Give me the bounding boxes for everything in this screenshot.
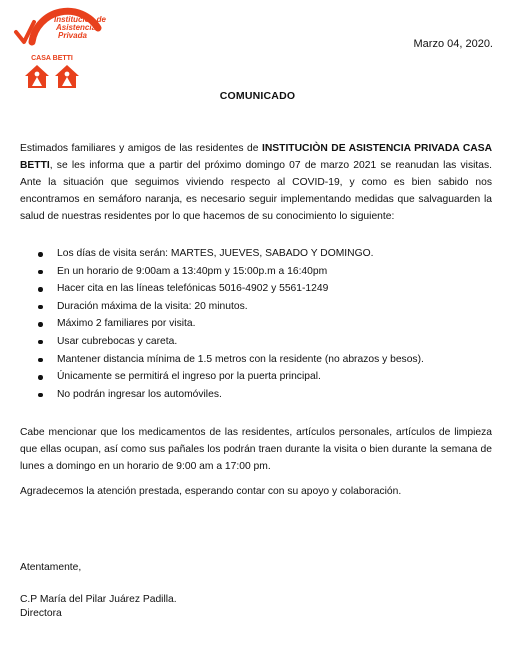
logo-institution-line2: Asistencia xyxy=(56,23,97,32)
list-item: Duración máxima de la visita: 20 minutos. xyxy=(20,298,424,316)
list-item: En un horario de 9:00am a 13:40pm y 15:00p.m a 16:40pm xyxy=(20,263,424,281)
list-item: Usar cubrebocas y careta. xyxy=(20,333,424,351)
thanks-paragraph: Agradecemos la atención prestada, esperando contar con su apoyo y colaboración. xyxy=(20,486,402,497)
list-item: Los días de visita serán: MARTES, JUEVES, SABADO Y DOMINGO. xyxy=(20,245,424,263)
letter-title: COMUNICADO xyxy=(219,90,296,102)
intro-text-before: Estimados familiares y amigos de las residentes de xyxy=(20,143,262,154)
casa-betti-logo-icon xyxy=(10,2,110,94)
letter-date: Marzo 04, 2020. xyxy=(413,38,493,50)
measures-list xyxy=(20,245,424,403)
list-item: Máximo 2 familiares por visita. xyxy=(20,315,424,333)
logo-institution-line1: Institución de xyxy=(54,15,106,24)
intro-paragraph xyxy=(20,140,492,225)
closing-text: Atentamente, xyxy=(20,562,82,573)
list-item: No podrán ingresar los automóviles. xyxy=(20,386,424,404)
institution-name: INSTITUCIÒN DE ASISTENCIA PRIVADA CASA BETTI xyxy=(20,143,493,171)
intro-text-after: , se les informa que a partir del próximo domingo 07 de marzo 2021 se reanudan las visitas. Ante la situación que seguimos viviendo respecto al COVID-19, y como es bien sabido nos encontramos en semáforo naranja, es necesario seguir implementando medidas que salvaguarden la salud de nuestras residentes por lo que hacemos de su conocimiento lo siguiente: xyxy=(20,160,492,222)
logo-institution-line3: Privada xyxy=(58,31,87,40)
list-item: Mantener distancia mínima de 1.5 metros con la residente (no abrazos y besos). xyxy=(20,351,424,369)
signatory-role: Directora xyxy=(20,608,62,619)
logo-brand-name: CASA BETTI xyxy=(31,55,73,62)
medicine-paragraph: Cabe mencionar que los medicamentos de las residentes, artículos personales, artículos de limpieza que ellas ocupan, así como sus pañales los podrán traen durante la visita o bien durante la semana de lunes a domingo en un horario de 9:00 am a 17:00 pm. xyxy=(20,427,492,472)
list-item: Hacer cita en las líneas telefónicas 5016-4902 y 5561-1249 xyxy=(20,280,424,298)
list-item: Únicamente se permitirá el ingreso por la puerta principal. xyxy=(20,368,424,386)
signatory-name: C.P María del Pilar Juárez Padilla. xyxy=(20,594,177,605)
logo-houses xyxy=(25,65,79,88)
